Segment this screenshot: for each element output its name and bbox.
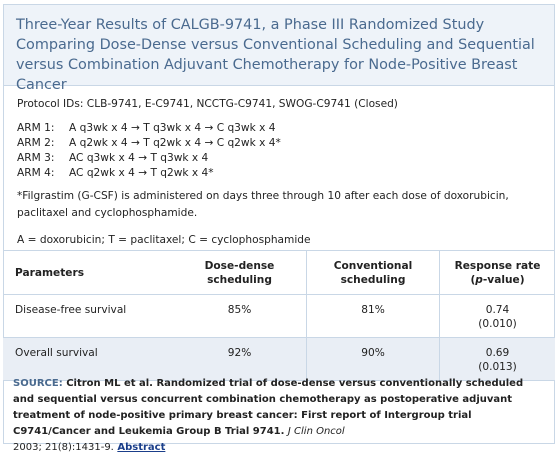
header-dose-dense xyxy=(173,251,306,294)
citation-text: Citron ML et al. Randomized trial of dose-dense versus conventionally scheduled and sequential versus concurrent combination chemotherapy as postoperative adjuvant treatment of node-positive primary breast cancer: First report of Intergroup trial C9741/Cancer and Leukemia Group B Trial 9741. xyxy=(13,378,524,437)
paren-open: ( xyxy=(470,274,476,286)
table-row xyxy=(3,295,555,338)
header-parameters: Parameters xyxy=(15,267,85,279)
header-response-line2 xyxy=(440,273,555,287)
source-label: SOURCE: xyxy=(13,378,63,389)
arm-regimen: AC q3wk x 4 → T q3wk x 4 xyxy=(69,152,209,164)
cell-conventional: 81% xyxy=(306,295,439,337)
arm-label: ARM 3: xyxy=(17,152,55,164)
cell-conventional: 90% xyxy=(306,338,439,380)
cell-parameter: Disease-free survival xyxy=(15,304,127,316)
cell-response-rate: 0.69 xyxy=(485,347,510,359)
arm-regimen: A q3wk x 4 → T q3wk x 4 → C q3wk x 4 xyxy=(69,122,276,134)
cell-response xyxy=(439,295,555,337)
arm-label: ARM 1: xyxy=(17,122,55,134)
arm-row xyxy=(17,121,275,135)
header-dose-dense-line2: scheduling xyxy=(207,274,272,286)
p-symbol: p xyxy=(475,274,483,286)
results-table xyxy=(3,250,555,381)
header-conventional-line1: Conventional xyxy=(333,260,413,272)
cell-response xyxy=(439,338,555,380)
header-conventional-line2: scheduling xyxy=(340,274,406,286)
value-suffix: -value) xyxy=(482,274,525,286)
abstract-link[interactable]: Abstract xyxy=(117,442,166,453)
arm-label: ARM 2: xyxy=(17,137,55,149)
header-dose-dense-line1: Dose-dense xyxy=(204,260,275,272)
cell-parameter: Overall survival xyxy=(15,347,98,359)
cell-pvalue: (0.013) xyxy=(478,361,517,373)
arm-row xyxy=(17,136,281,150)
journal-name: J Clin Oncol xyxy=(287,426,345,437)
cell-dose-dense: 85% xyxy=(227,304,252,316)
cell-response-rate: 0.74 xyxy=(485,304,510,316)
page-title: Three-Year Results of CALGB-9741, a Phase III Randomized Study Comparing Dose-Dense versus Conventional Scheduling and Sequential versus Combination Adjuvant Chemotherapy for Node-Positive Breast Cancer xyxy=(16,17,535,93)
table-row xyxy=(3,338,555,381)
source-citation xyxy=(13,376,543,456)
arm-label: ARM 4: xyxy=(17,167,55,179)
arm-regimen: A q2wk x 4 → T q2wk x 4 → C q2wk x 4* xyxy=(69,137,281,149)
header-conventional xyxy=(306,251,439,294)
cell-dose-dense: 92% xyxy=(227,347,252,359)
table-header-row xyxy=(3,251,555,295)
protocol-ids: Protocol IDs: CLB-9741, E-C9741, NCCTG-C9741, SWOG-C9741 (Closed) xyxy=(17,98,398,110)
citation-year: 2003; 21(8):1431-9. xyxy=(13,442,114,453)
arm-row xyxy=(17,151,208,165)
cell-pvalue: (0.010) xyxy=(478,318,517,330)
header-response-line1: Response rate xyxy=(454,260,541,272)
arm-row xyxy=(17,166,214,180)
title-panel xyxy=(3,4,555,93)
arm-regimen: AC q2wk x 4 → T q2wk x 4* xyxy=(69,167,214,179)
abbreviations: A = doxorubicin; T = paclitaxel; C = cyclophosphamide xyxy=(17,234,311,246)
header-response-rate xyxy=(439,251,555,294)
footnote: *Filgrastim (G-CSF) is administered on days three through 10 after each dose of doxorubicin, paclitaxel and cyclophosphamide. xyxy=(17,190,509,219)
